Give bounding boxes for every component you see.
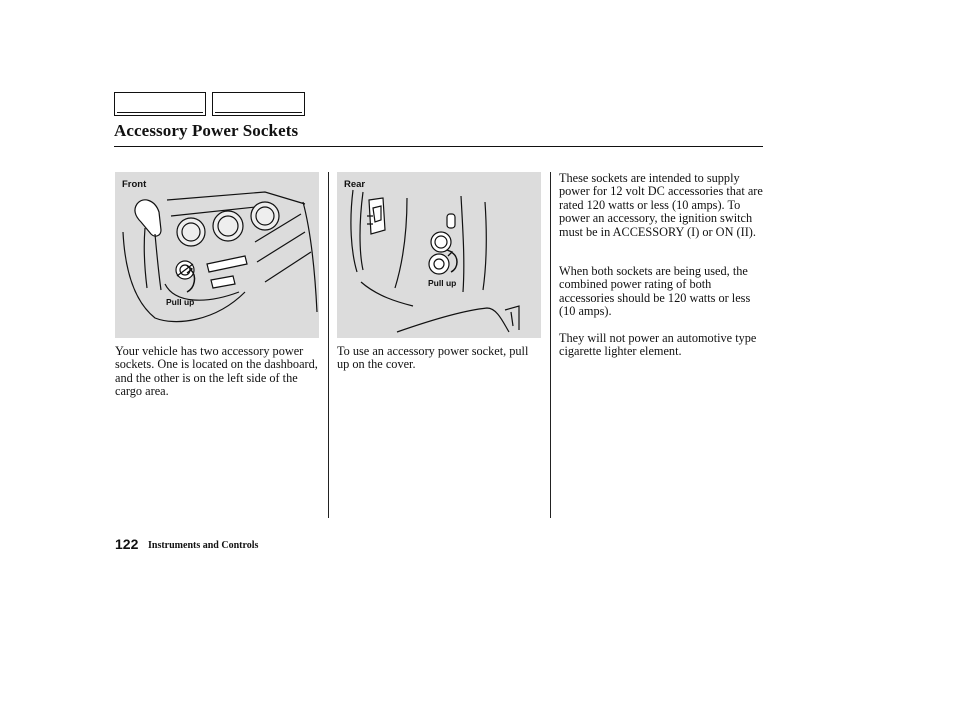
front-dashboard-drawing [115,172,319,338]
column-divider-left [328,172,329,518]
figure-label-rear: Rear [344,179,366,190]
front-socket-illustration [115,172,319,338]
rear-socket-illustration [337,172,541,338]
title-rule [114,146,763,147]
page-title: Accessory Power Sockets [114,121,299,140]
rear-cargo-drawing [337,172,541,338]
socket-usage-paragraph: To use an accessory power socket, pull up on the cover. [337,344,529,372]
socket-location-paragraph: Your vehicle has two accessory power sockets. One is located on the dashboard, and the other is on the left side of the cargo area. [115,344,318,399]
pull-up-callout-front: Pull up [166,297,195,307]
nav-tab-next[interactable] [212,92,305,116]
pull-up-callout-rear: Pull up [428,278,457,288]
section-name: Instruments and Controls [148,540,259,551]
nav-tab-previous[interactable] [114,92,206,116]
page-number: 122 [115,536,139,552]
combined-rating-paragraph: When both sockets are being used, the combined power rating of both accessories should be 120 watts or less (10 amps). [559,264,751,319]
column-divider-right [550,172,551,518]
figure-label-front: Front [122,179,147,190]
power-rating-paragraph: These sockets are intended to supply power for 12 volt DC accessories that are rated 120 watts or less (10 amps). To power an accessory, the ignition switch must be in ACCESSORY (I) or ON (II). [559,171,763,239]
lighter-warning-paragraph: They will not power an automotive type cigarette lighter element. [559,331,757,359]
